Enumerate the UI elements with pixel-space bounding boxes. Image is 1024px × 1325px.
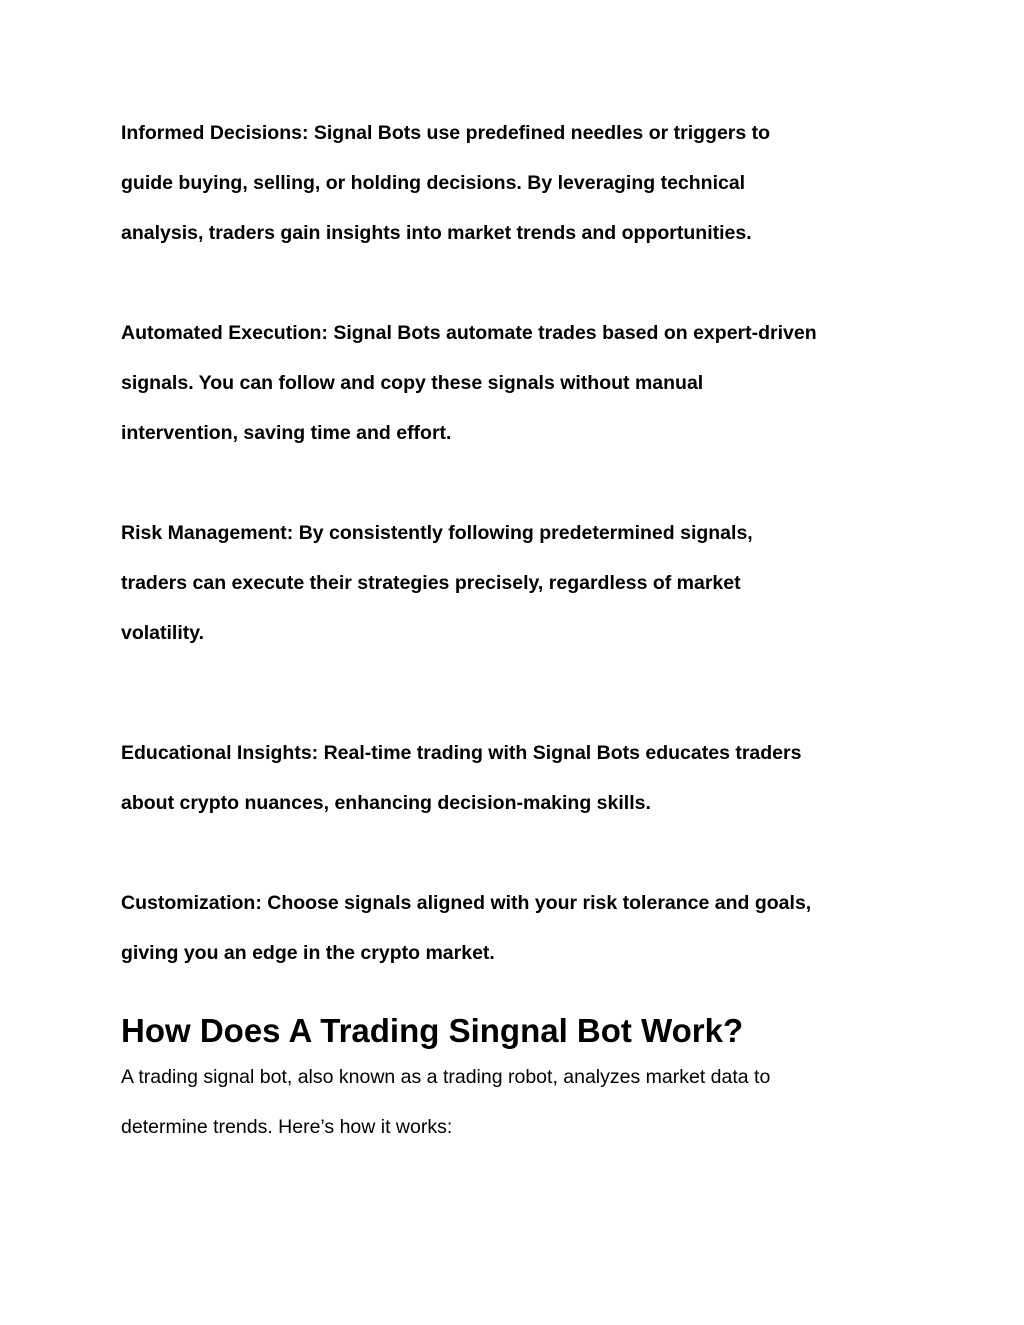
paragraph-automated-execution (121, 308, 921, 458)
text-line: Informed Decisions: Signal Bots use predefined needles or triggers to (121, 122, 771, 144)
text-line: intervention, saving time and effort. (121, 422, 452, 444)
paragraph-customization (121, 878, 921, 978)
text-line: Automated Execution: Signal Bots automate trades based on expert-driven (121, 322, 817, 344)
paragraph-informed-decisions (121, 108, 921, 258)
text-line: Risk Management: By consistently following predetermined signals, (121, 522, 753, 544)
text-line: guide buying, selling, or holding decisions. By leveraging technical (121, 172, 746, 194)
text-line: traders can execute their strategies precisely, regardless of market (121, 572, 741, 594)
text-line: signals. You can follow and copy these signals without manual (121, 372, 704, 394)
text-line: volatility. (121, 622, 205, 644)
section-heading: How Does A Trading Singnal Bot Work? (121, 1012, 744, 1049)
text-line: analysis, traders gain insights into market trends and opportunities. (121, 222, 752, 244)
text-line: Educational Insights: Real-time trading with Signal Bots educates traders (121, 742, 802, 764)
text-line: about crypto nuances, enhancing decision-making skills. (121, 792, 651, 814)
text-line: determine trends. Here’s how it works: (121, 1116, 453, 1138)
text-line: A trading signal bot, also known as a trading robot, analyzes market data to (121, 1066, 771, 1088)
section-body (121, 1052, 770, 1152)
paragraph-educational-insights (121, 728, 921, 828)
text-line: Customization: Choose signals aligned with your risk tolerance and goals, (121, 892, 812, 914)
paragraph-risk-management (121, 508, 921, 658)
text-line: giving you an edge in the crypto market. (121, 942, 495, 964)
